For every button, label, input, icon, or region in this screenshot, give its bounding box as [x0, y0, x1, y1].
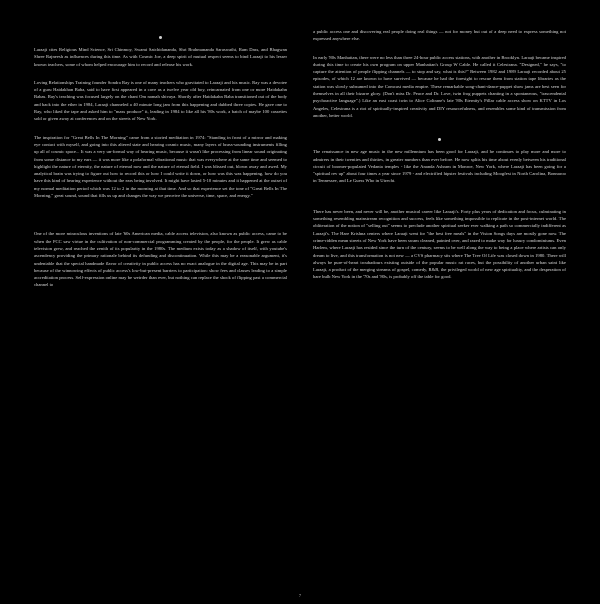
right-column-filler — [313, 292, 566, 568]
paragraph: There has never been, and never will be, another musical career like Laraaji's. Forty plus years of dedication and focus, culminating in something resembling mainstream recognition and success, feels like something impossible to replicate in the post-internet world. The obliteration of the notion of "selling out" seems to preclude another spiritual seeker ever walking a path so commercially indifferent as Laraaji's. The Hare Krishna centers where Laraaji went for "the best free meals" in the Vision Songs days are mostly gone now. The crime-ridden mean streets of New York have been swam cleaned, painted over, and razed to make way for luxury condominiums. Even Harlem, where Laraaji has resided since the turn of the century, seems to be well along the way to being a place where artists can only dream to live, and this transformation is not new — a CVS pharmacy sits where The Tree Of Life was closed down in 1980. There will always be pure-of-heart troubadours existing outside of the popular music rat races, but the possibility of another urban saint like Laraaji, a product of the merging streams of gospel, comedy, R&B, the privileged world of new age spirituality, and the desperation of bare bulb New York in the '70s and '80s, is probably off the table for good. — [313, 208, 566, 280]
paragraph: In early '80s Manhattan, there were no less than three 24-hour public access stations, with another in Brooklyn. Laraaji became inspired during this time to create his own program on upper Manhattan's Group W Cable. He called it Celestrana. "Designed," he says, "to capture the attention of people flipping channels — to stop and say, what is this?" Between 1982 and 1989 Laraaji recorded about 25 episodes, of which 12 are known to have survived — because he had the foresight to rescue them from station tape libraries as the station was slowly subsumed into the Comcast media empire. These remarkable song-chant-dance-puppet show jams are best seen for themselves in all their bizarre glory. (Don't miss Dr. Peace and Dr. Love, twin frog puppets chanting in a spontaneous, "trascendental psychoactive language".) Like an east coast twin to Alice Coltrane's late '80s Eternity's Pillar cable access show on KTTV in Los Angeles, Celestrana is a riot of spiritually-inspired creativity and DIY resourcefulness, and resembles some kind of transmission from another, better world. — [313, 54, 566, 118]
bullet-dot-icon — [438, 138, 441, 141]
right-column — [313, 28, 566, 568]
page-number: 7 — [298, 593, 302, 598]
column-spacer — [313, 196, 566, 208]
two-column-body — [34, 28, 566, 568]
paragraph: The inspiration for "Great Bells In The Morning" came from a storied meditation in 1974: "Standing in front of a mirror and making eye contact with myself, and going into this altered state and hearing cosmic music, many layers of brass-sounding instruments filling up all of cosmic space... It was a very un-formal way of hearing music, because it wasn't like processing from linear sound originating from some distance to my ears — it was more like a polaformal vibrational music that was everywhere at the same time and seemed to highlight the nature of eternity, the nature of eternal now and the nature of eternal field. I was blissed out, blown away and awed. My analytical brain was trying to figure out how to record this or how I could write it down, or how was this was happening, how do you have this kind of hearing experience without the ears being involved. It might have lasted 5-10 minutes and it happened at the outset of my normal meditation period which was 12 to 2 in the morning at that time. And so that experience set the tone of "Great Bells In The Morning," great sound, sound that fills us up and changes the way we perceive the universe, time, space, and energy." — [34, 134, 287, 199]
left-column — [34, 28, 287, 568]
left-column-filler — [34, 300, 287, 568]
paragraph: a public access one and discovering real people doing real things — not for money but out of a deep need to express something not expressed anywhere else. — [313, 29, 566, 42]
paragraph: Loving Relationships Training founder Sondra Ray is one of many teachers who gravitated to Laraaji and his music. Ray was a devotee of a guru Haidakhan Baba, said to have first appeared in a cave as a twelve year old boy, reincarnated from one or more Haidakahn Babas. Ray's teaching was focused largely on the chant Om namah shivaya. Shortly after Haidakahn Baba transitioned out of the body and back into the ether in 1984, Laraaji channeled a 40 minute long jam from this happening and dubbed three copies. He gave one to Ray, who liked the tape and asked him to "mass produce" it, leading in 1984 to like all his '80s work, a batch of maybe 100 cassettes sold or given away at conferences and on the streets of New York. — [34, 79, 287, 122]
left-column-bullet-row — [34, 28, 287, 46]
bullet-dot-icon — [159, 36, 162, 39]
paragraph: Laraaji cites Religious Mind Science, Sri Chinmoy, Swami Satchidananda, Shri Brahmananda Saraswathi, Ram Dass, and Bhagwan Shree Rajneesh as influences during this time. As with Cosmic Joe, a deep spirit of mutual respect seems to bind Laraaji to his lesser known teachers, some of whom helped encourage him to record and release his work. — [34, 47, 287, 67]
right-column-bullet-row — [313, 130, 566, 148]
paragraph: One of the more miraculous inventions of late '60s American media, cable access television, also known as public access, came to be when the FCC saw virtue in the cultivation of non-commercial programming created by the people, for the people. It grew as cable television grew, and reached the zenith of its popularity in the 1980s. The medium exists today as a shadow of itself, with youtube's ascendency providing the primary rationale behind its defunding and discontinuation. While this may be a reasonable argument, it's undeniable that the special handmade flavor of creativity in public access has no exact analogue in the digital age. This may be in part because of the winnowing effects of public access's low-but-present barriers to participation: show fees and classes leading to a simple accreditation process. Self-expression online may be weirder than ever, but nothing can replace the shock of flipping past a commercial channel to — [34, 231, 287, 288]
column-spacer — [34, 210, 287, 230]
paragraph: The renaissance in new age music in the new millennium has been good for Laraaji, and he continues to play more and more to admirers in their twenties and thirties, in greater numbers than ever before. He now splits his time about evenly between his traditional circuit of boomer-populated Vedanta temples - like the Ananda Ashram in Monroe, New York, where Laraaji has been going for a "spiritual rev up" about four times a year since 1979 - and electrified hipster festivals including Moogfest in North Carolina, Bonnaroo in Tennessee, and Le Guess Who in Utrecht. — [313, 149, 566, 184]
